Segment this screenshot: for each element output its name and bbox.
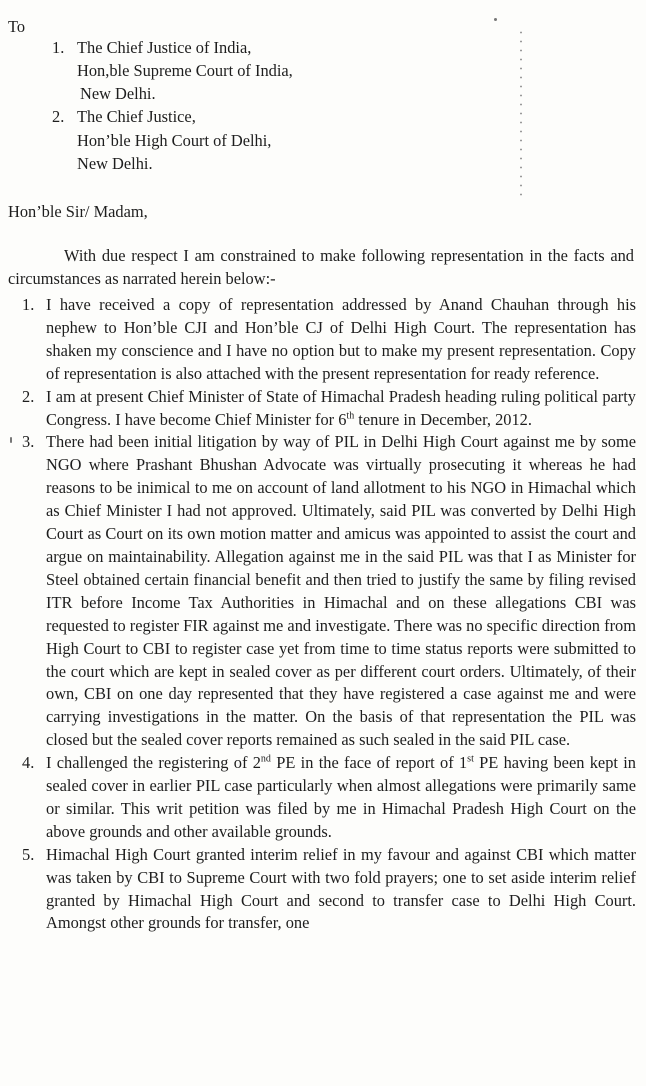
item-text: tenure in December, 2012. <box>354 409 532 429</box>
addressee-number: 2. <box>52 107 65 126</box>
scan-speck <box>10 437 12 443</box>
list-item <box>22 752 636 844</box>
item-number: 4. <box>22 753 35 773</box>
ordinal-suffix: st <box>467 753 474 765</box>
addressee-line: New Delhi. <box>77 154 153 173</box>
scan-speck <box>494 18 497 21</box>
list-item <box>22 294 636 386</box>
item-text: Himachal High Court granted interim relief in my favour and against CBI which matter was taken by CBI to Supreme Court with two fold prayers; one to set aside interim relief granted by Himachal High Court and second to transfer case to Delhi High Court. Amongst other grounds for transfer, one <box>46 844 636 933</box>
item-number: 1. <box>22 295 35 314</box>
item-number: 5. <box>22 844 35 864</box>
list-item <box>22 386 636 432</box>
item-text: PE having been kept in sealed cover in earlier PIL case particularly when almost allegations were primarily same or similar. This writ petition was filed by me in Himachal Pradesh High Court on the above grounds and other available grounds. <box>46 753 636 841</box>
intro-paragraph <box>8 244 634 290</box>
item-number: 3. <box>22 432 35 452</box>
addressee-line: New Delhi. <box>80 84 156 103</box>
addressee-2 <box>52 106 196 128</box>
scan-artifact <box>520 28 522 198</box>
list-item <box>22 431 636 752</box>
ordinal-suffix: th <box>346 410 355 422</box>
item-number: 2. <box>22 386 35 406</box>
addressee-number: 1. <box>52 38 65 57</box>
to-label: To <box>8 17 26 36</box>
salutation: Hon’ble Sir/ Madam, <box>8 202 148 221</box>
ordinal-suffix: nd <box>260 753 271 765</box>
item-text: There had been initial litigation by way of PIL in Delhi High Court against me by some NGO where Prashant Bhushan Advocate was virtually prosecuting it whereas he had reasons to be inimical to me on account of land allotment to his NGO in Himachal which as Chief Minister I had not approved. Ultimately, said PIL was converted by Delhi High Court as Court on its own motion matter and amicus was appointed to assist the court and argue on maintainability. Allegation against me in the said PIL was that I as Minister for Steel obtained certain financial benefit and then tried to justify the same by filing revised ITR before Income Tax Authorities in Himachal and on these allegations CBI was requested to register FIR against me and investigate. There was no specific direction from High Court to CBI to register case yet from time to time status reports were submitted to the court which are kept in sealed cover as per different court orders. Ultimately, of their own, CBI on one day represented that they have registered a case against me and were carrying investigations in the matter. On the basis of that representation the PIL was closed but the sealed cover reports remained as such sealed in the said PIL case. <box>46 432 636 750</box>
addressee-1 <box>52 37 251 59</box>
list-item <box>22 844 636 936</box>
addressee-line: The Chief Justice, <box>77 107 196 126</box>
item-text: I have received a copy of representation addressed by Anand Chauhan through his nephew to Hon’ble CJI and Hon’ble CJ of Delhi High Court. The representation has shaken my conscience and I have no option but to make my present representation. Copy of representation is also attached with the present representation for ready reference. <box>46 295 636 383</box>
item-text: PE in the face of report of 1 <box>270 753 468 773</box>
addressee-line: Hon,ble Supreme Court of India, <box>77 61 293 80</box>
item-text: I am at present Chief Minister of State of Himachal Pradesh heading ruling political party Congress. I have become Chief Minister for 6 <box>46 386 636 429</box>
item-text: I challenged the registering of 2 <box>46 753 261 773</box>
points-list <box>22 294 636 935</box>
addressee-line: Hon’ble High Court of Delhi, <box>77 131 272 150</box>
intro-text: With due respect I am constrained to make following representation in the facts and circumstances as narrated herein below:- <box>8 246 634 288</box>
addressee-line: The Chief Justice of India, <box>77 38 252 57</box>
